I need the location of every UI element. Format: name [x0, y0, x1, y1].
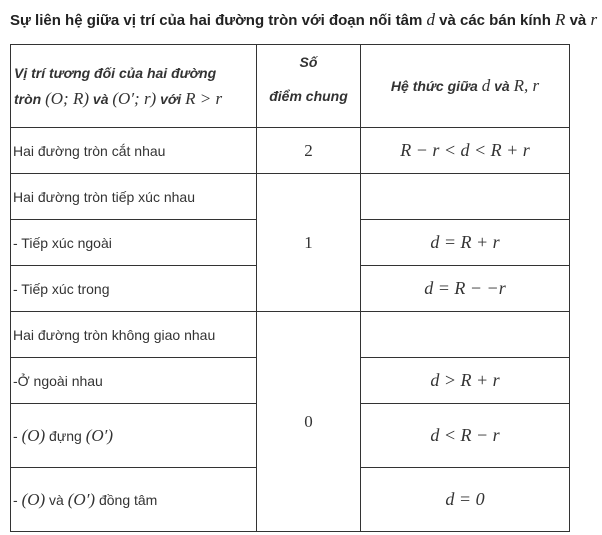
header-text: điểm chung — [269, 88, 348, 104]
table-row — [11, 174, 570, 220]
header-text: và — [490, 78, 514, 94]
row-label: -Ở ngoài nhau — [11, 358, 257, 404]
row-count: 1 — [257, 174, 361, 312]
row-text: đựng — [45, 427, 86, 444]
row-relation: d = 0 — [361, 468, 570, 532]
row-relation: R − r < d < R + r — [361, 128, 570, 174]
row-relation: d > R + r — [361, 358, 570, 404]
row-text: - — [13, 427, 22, 444]
row-relation: d = R − −r — [361, 266, 570, 312]
header-math: R > r — [185, 89, 223, 108]
row-label: Hai đường tròn tiếp xúc nhau — [11, 174, 257, 220]
title-var-d: d — [426, 10, 435, 29]
row-label: - Tiếp xúc trong — [11, 266, 257, 312]
header-count — [257, 45, 361, 128]
header-math: d — [481, 76, 491, 95]
row-label: - Tiếp xúc ngoài — [11, 220, 257, 266]
row-relation: d < R − r — [361, 404, 570, 468]
title-text: và các bán kính — [434, 12, 556, 29]
row-text: đồng tâm — [95, 491, 158, 508]
header-math: (O; R) — [45, 89, 90, 108]
row-math: (O) — [21, 425, 46, 445]
row-math: (O) — [21, 489, 46, 509]
row-text: - — [13, 491, 22, 508]
row-count: 0 — [257, 312, 361, 532]
table-row — [11, 312, 570, 358]
table-row — [11, 128, 570, 174]
row-label — [11, 404, 257, 468]
row-label: Hai đường tròn không giao nhau — [11, 312, 257, 358]
row-relation-empty — [361, 312, 570, 358]
title-var-R: R — [555, 10, 566, 29]
row-relation-empty — [361, 174, 570, 220]
header-position — [11, 45, 257, 128]
header-relation — [361, 45, 570, 128]
row-label: Hai đường tròn cắt nhau — [11, 128, 257, 174]
header-text: với — [156, 91, 186, 107]
row-label — [11, 468, 257, 532]
row-math: (O′) — [67, 489, 96, 509]
header-row — [11, 45, 570, 128]
page-title — [10, 10, 600, 30]
title-text: Sự liên hệ giữa vị trí của hai đường tròn với đoạn nối tâm — [10, 12, 427, 29]
header-math: (O′; r) — [112, 89, 157, 108]
row-relation: d = R + r — [361, 220, 570, 266]
header-math: R, r — [513, 76, 540, 95]
relation-table — [10, 44, 570, 532]
title-text: và — [565, 12, 591, 29]
title-var-r: r — [590, 10, 598, 29]
header-text: và — [89, 91, 113, 107]
row-math: (O′) — [85, 425, 114, 445]
header-text: Số — [299, 54, 318, 70]
header-text: Vị trí tương đối của hai đường — [14, 65, 217, 81]
row-count: 2 — [257, 128, 361, 174]
header-text: tròn — [14, 91, 46, 107]
header-text: Hệ thức giữa — [390, 78, 482, 94]
row-text: và — [45, 491, 68, 508]
